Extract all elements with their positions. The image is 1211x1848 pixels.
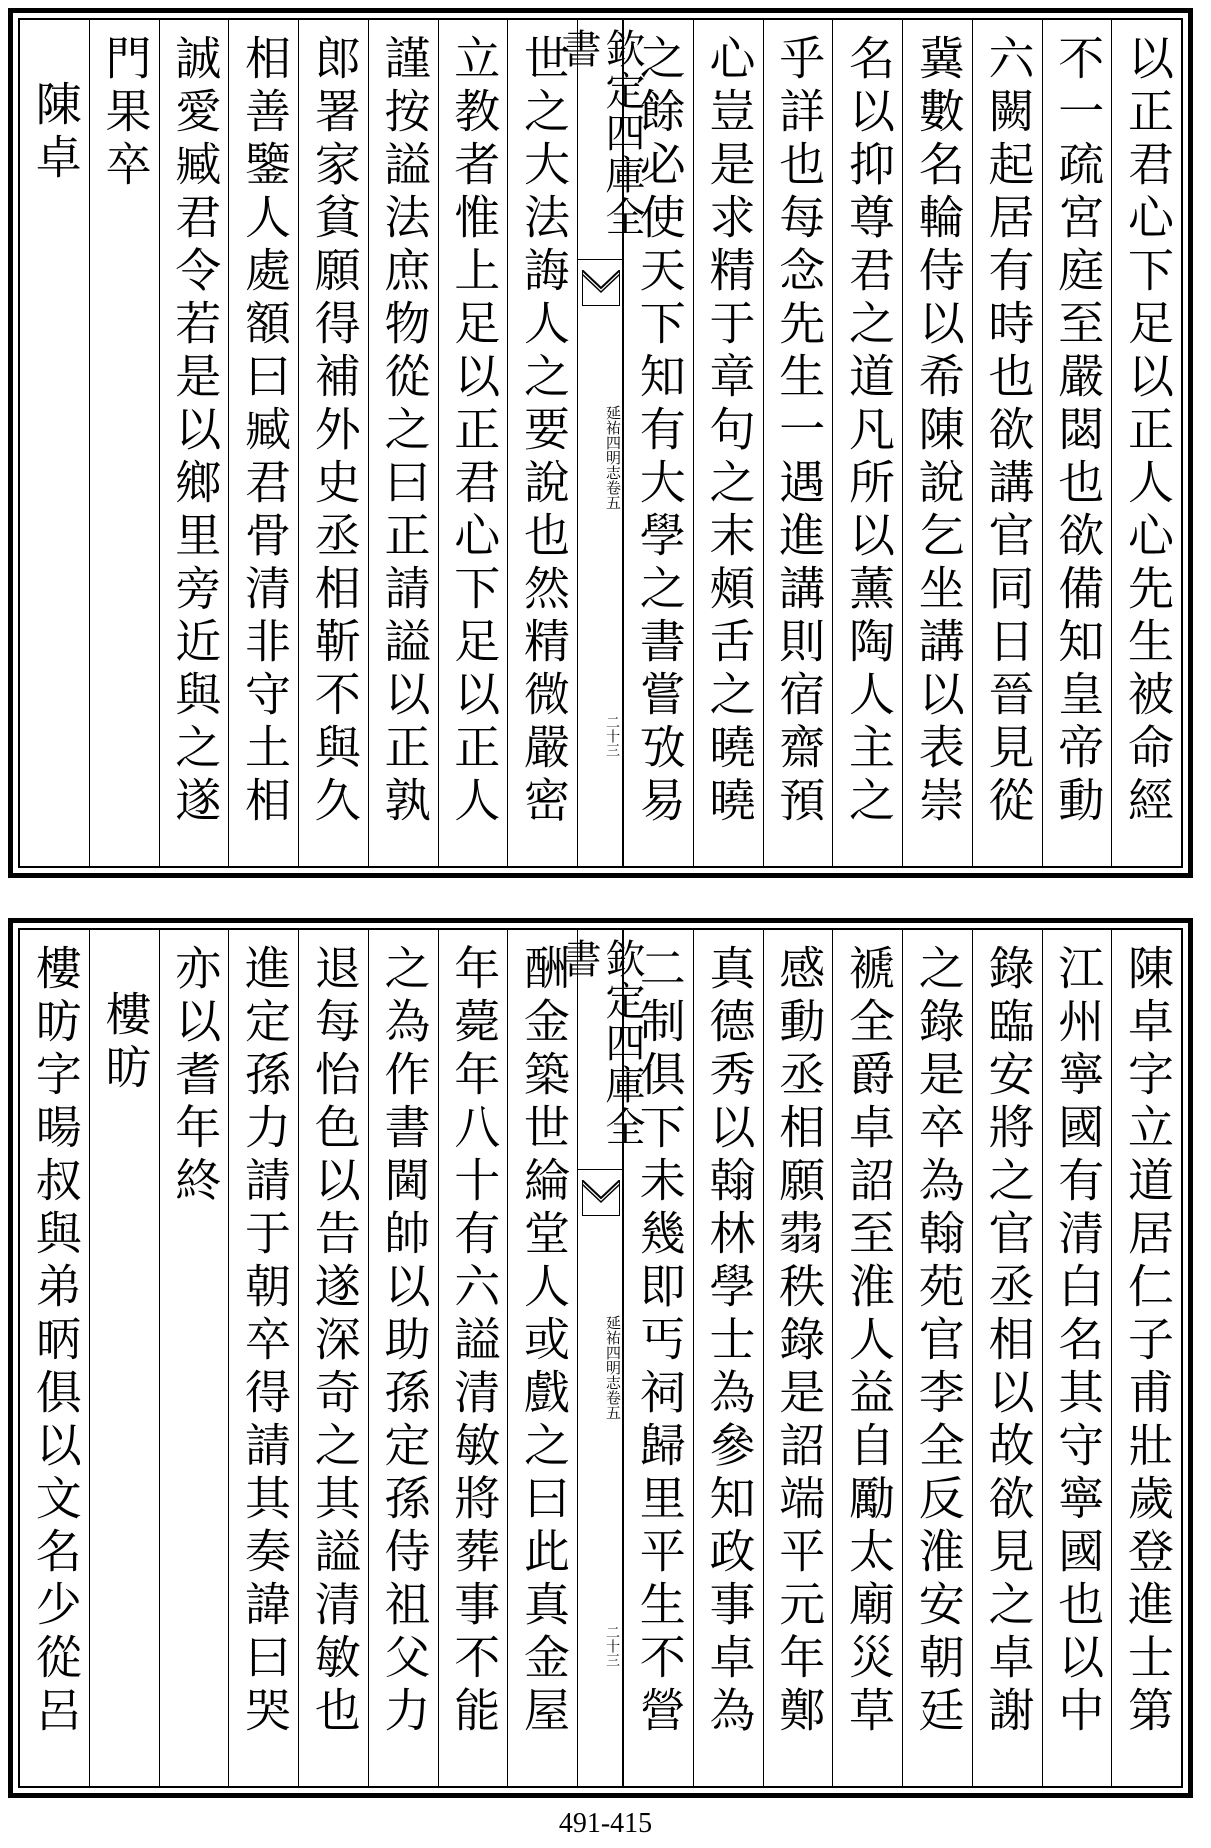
- text-column: 冀數名輪侍以希陳說乞坐講以表崇: [902, 20, 972, 866]
- fish-tail-mark-icon: [582, 1180, 620, 1216]
- text-column: 誠愛臧君令若是以鄉里旁近與之遂: [159, 20, 229, 866]
- spine-leaf-number: 二十三: [604, 1625, 620, 1667]
- text-column: 以正君心下足以正人心先生被命經: [1111, 20, 1181, 866]
- text-column: 六闕起居有時也欲講官同日晉見從: [972, 20, 1042, 866]
- text-column: 之錄是卒為翰苑官李全反淮安朝廷: [902, 930, 972, 1786]
- fish-tail-mark-icon: [582, 270, 620, 306]
- bottom-page: [8, 918, 1193, 1798]
- text-column: 相善鑒人處額曰臧君骨清非守土相: [228, 20, 298, 866]
- text-column: 樓昉字暘叔與弟昞俱以文名少從呂: [28, 944, 83, 1739]
- spine-book-name: 延祐四明志: [604, 1315, 622, 1390]
- spine-volume: [578, 405, 622, 510]
- spine-title: 欽定四庫全書: [578, 930, 622, 1170]
- spine-juan: 卷五: [604, 1390, 622, 1420]
- top-page-frame: [18, 18, 1183, 868]
- bottom-columns: [20, 930, 1181, 1786]
- text-column: 心豈是求精于章句之末頰舌之曉曉: [693, 20, 763, 866]
- spine-juan: 卷五: [604, 480, 622, 510]
- bottom-page-frame: [18, 928, 1183, 1788]
- text-column: 錄臨安將之官丞相以故欲見之卓謝: [972, 930, 1042, 1786]
- spine-leaf-number: 二十三: [604, 715, 620, 757]
- page-number-footer: 491-415: [558, 1808, 653, 1839]
- text-column: 亦以耆年終: [159, 930, 229, 1786]
- text-column: 乎詳也每念先生一遇進講則宿齋預: [763, 20, 833, 866]
- text-column: 謹按謚法庶物從之曰正請謚以正孰: [368, 20, 438, 866]
- heading-column: 陳卓: [28, 80, 83, 186]
- text-column: 之為作書閫帥以助孫定孫侍祖父力: [368, 930, 438, 1786]
- heading-column: 樓昉: [89, 930, 159, 1786]
- text-column: 不一疏宮庭至嚴閟也欲備知皇帝動: [1042, 20, 1112, 866]
- top-columns: [20, 20, 1181, 866]
- text-column: 立教者惟上足以正君心下足以正人: [438, 20, 508, 866]
- text-column: 陳卓字立道居仁子甫壯歲登進士第: [1111, 930, 1181, 1786]
- spine-title: 欽定四庫全書: [578, 20, 622, 260]
- text-column: 名以抑尊君之道凡所以薰陶人主之: [832, 20, 902, 866]
- text-column: 世之大法誨人之要說也然精微嚴密: [507, 20, 577, 866]
- text-column: 江州寧國有清白名其守寧國也以中: [1042, 930, 1112, 1786]
- text-column: 退每怡色以告遂深奇之其謚清敏也: [298, 930, 368, 1786]
- text-column: 之餘必使天下知有大學之書嘗攷易: [623, 20, 693, 866]
- text-column: 真德秀以翰林學士為參知政事卓為: [693, 930, 763, 1786]
- text-column: 門果卒: [89, 20, 159, 866]
- text-column: 感動丞相願𦐡秩錄是詔端平元年鄭: [763, 930, 833, 1786]
- book-spine: [555, 20, 645, 866]
- text-column: 年薨年八十有六謚清敏將葬事不能: [438, 930, 508, 1786]
- text-column: 郎署家貧願得補外史丞相靳不與久: [298, 20, 368, 866]
- text-column: 進定孫力請于朝卒得請其奏諱曰哭: [228, 930, 298, 1786]
- text-column: 二制俱下未幾即丐祠歸里平生不營: [623, 930, 693, 1786]
- text-column: 酬金築世綸堂人或戲之曰此真金屋: [507, 930, 577, 1786]
- text-column: 褫全爵卓詔至淮人益自勵太廟災草: [832, 930, 902, 1786]
- spine-volume: [578, 1315, 622, 1420]
- spine-book-name: 延祐四明志: [604, 405, 622, 480]
- book-spine: [555, 930, 645, 1786]
- top-page: [8, 8, 1193, 878]
